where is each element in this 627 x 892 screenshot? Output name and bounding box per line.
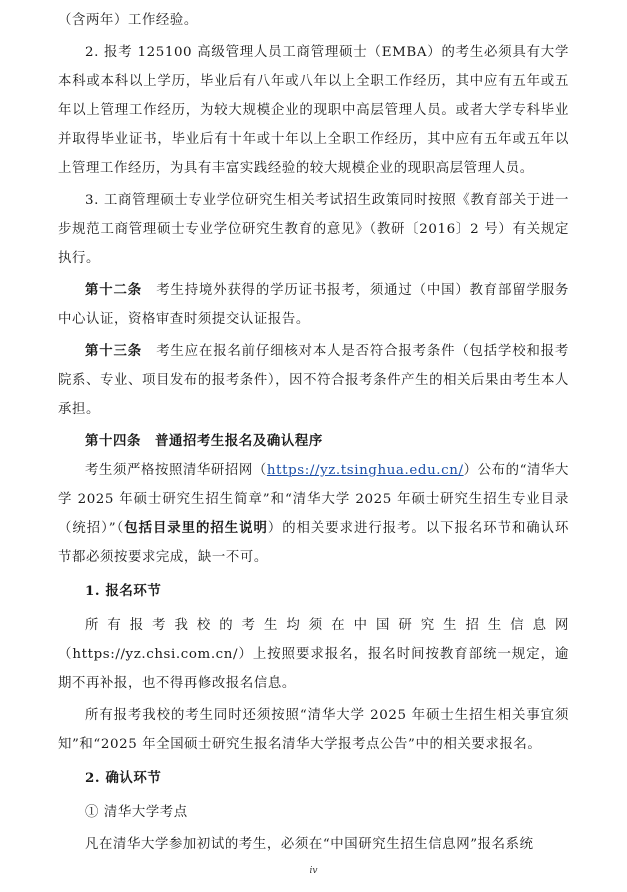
- paragraph-emba: 2. 报考 125100 高级管理人员工商管理硕士（EMBA）的考生必须具有大学本科或本科以上学历，毕业后有八年或八年以上全职工作经历，其中应有五年或五年以上管理工作经历，为较大规模企业的现职中高层管理人员。或者大学专科毕业并取得毕业证书，毕业后有十年或十年以上全职工作经历，其中应有五年或五年以上管理工作经历，为具有丰富实践经验的较大规模企业的现职高层管理人员。: [58, 45, 569, 176]
- article-14-title: 普通招考生报名及确认程序: [154, 433, 323, 449]
- article-12: [58, 276, 569, 334]
- article-12-label: 第十二条: [85, 282, 142, 298]
- paragraph-registration-notice: 所有报考我校的考生同时还须按照“清华大学 2025 年硕士生招生相关事宜须知”和“2025 年全国硕士研究生报名清华大学报考点公告”中的相关要求报名。: [58, 708, 569, 752]
- application-text-post: ）的相关要求进行报考。以下报名环节和确认环节都必须按要求完成，缺一不可。: [58, 521, 570, 565]
- tsinghua-admissions-link[interactable]: https://yz.tsinghua.edu.cn/: [266, 463, 464, 478]
- article-14-heading: [58, 427, 569, 456]
- subsection-tsinghua-exam-site: ① 清华大学考点: [85, 805, 188, 820]
- application-text-pre: 考生须严格按照清华研招网（: [85, 463, 267, 478]
- section-registration-heading: 1. 报名环节: [85, 583, 162, 599]
- section-confirmation-heading: 2. 确认环节: [85, 770, 162, 786]
- article-14-label: 第十四条: [85, 433, 141, 449]
- article-13: [58, 337, 569, 424]
- article-12-text: 考生持境外获得的学历证书报考，须通过（中国）教育部留学服务中心认证，资格审查时须提交认证报告。: [58, 283, 570, 327]
- registration-rest: （https://yz.chsi.com.cn/）上按照要求报名，报名时间按教育部统一规定，逾期不再补报，也不得再修改报名信息。: [58, 647, 569, 691]
- application-bold-note: 包括目录里的招生说明: [124, 520, 268, 536]
- page-number: iv: [309, 866, 318, 876]
- article-13-label: 第十三条: [85, 343, 142, 359]
- paragraph-exam-site-confirmation: 凡在清华大学参加初试的考生，必须在“中国研究生招生信息网”报名系统: [85, 837, 534, 852]
- paragraph-application: [58, 456, 569, 572]
- paragraph-policy: 3. 工商管理硕士专业学位研究生相关考试招生政策同时按照《教育部关于进一步规范工商管理硕士专业学位研究生教育的意见》（教研〔2016〕2 号）有关规定执行。: [58, 193, 569, 266]
- application-text-mid: ）公布的“清华大学 2025 年硕士研究生招生简章”和“清华大学 2025 年硕士研究生招生专业目录（统招）”（: [58, 463, 569, 536]
- article-13-text: 考生应在报名前仔细核对本人是否符合报考条件（包括学校和报考院系、专业、项目发布的报考条件），因不符合报考条件产生的相关后果由考生本人承担。: [58, 344, 570, 417]
- registration-first-line: 所有报考我校的考生均须在中国研究生招生信息网: [85, 618, 569, 633]
- continuation-line: （含两年）工作经验。: [58, 13, 198, 28]
